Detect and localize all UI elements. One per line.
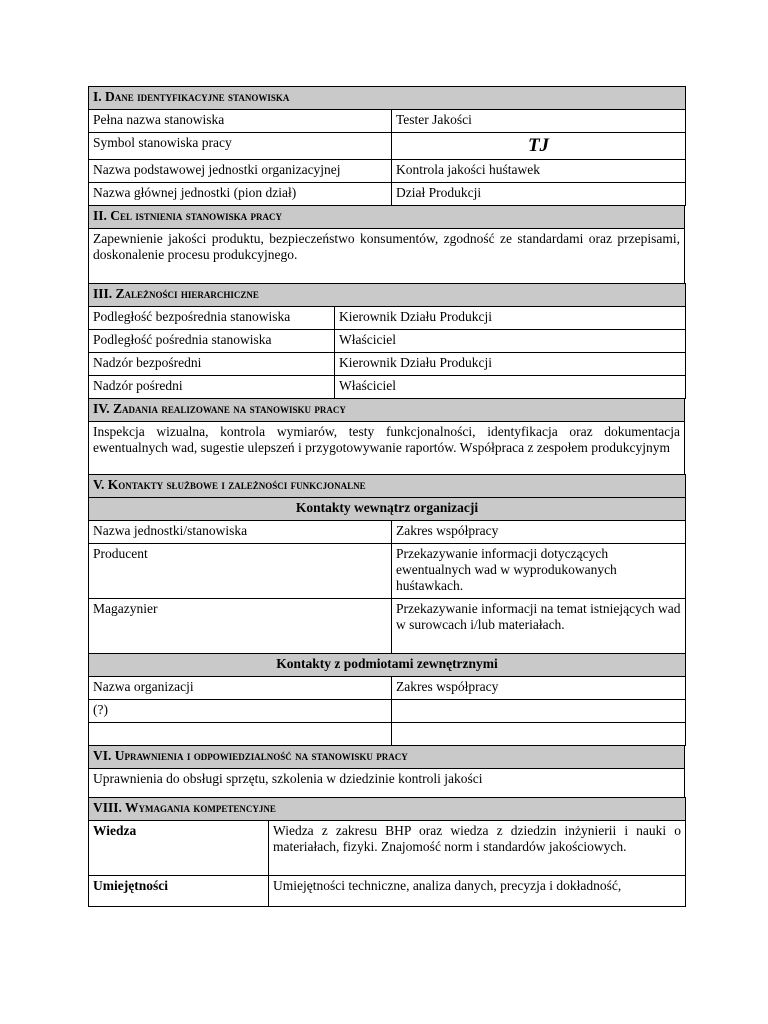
section-1-table — [88, 86, 686, 206]
job-description-sheet — [88, 86, 685, 907]
value-full-name: Tester Jakości — [392, 110, 686, 133]
label-direct-supervision: Nadzór bezpośredni — [89, 353, 335, 376]
section-3-table — [88, 283, 686, 399]
section-1-title: I. Dane identyfikacyjne stanowiska — [89, 87, 686, 110]
value-basic-unit: Kontrola jakości huśtawek — [392, 160, 686, 183]
internal-row-2-scope: Przekazywanie informacji na temat istniejących wad w surowcach i/lub materiałach. — [392, 599, 686, 654]
external-row-1-name: (?) — [89, 700, 392, 723]
label-full-name: Pełna nazwa stanowiska — [89, 110, 392, 133]
value-direct-subordination: Kierownik Działu Produkcji — [335, 307, 686, 330]
value-indirect-supervision: Właściciel — [335, 376, 686, 399]
section-2-title: II. Cel istnienia stanowiska pracy — [89, 206, 685, 229]
label-skills: Umiejętności — [89, 876, 269, 907]
section-2-table — [88, 205, 685, 284]
value-main-unit: Dział Produkcji — [392, 183, 686, 206]
external-row-2-name — [89, 723, 392, 746]
section-6-text: Uprawnienia do obsługi sprzętu, szkolenia w dziedzinie kontroli jakości — [89, 769, 685, 798]
label-knowledge: Wiedza — [89, 821, 269, 876]
label-indirect-subordination: Podległość pośrednia stanowiska — [89, 330, 335, 353]
external-col-org: Nazwa organizacji — [89, 677, 392, 700]
value-knowledge: Wiedza z zakresu BHP oraz wiedza z dziedzin inżynierii i nauki o materiałach, fizyki. Znajomość norm i standardów jakościowych. — [269, 821, 686, 876]
section-3-title: III. Zależności hierarchiczne — [89, 284, 686, 307]
external-contacts-title: Kontakty z podmiotami zewnętrznymi — [89, 654, 686, 677]
internal-row-1-name: Producent — [89, 544, 392, 599]
internal-row-1-scope: Przekazywanie informacji dotyczących ewentualnych wad w wyprodukowanych huśtawkach. — [392, 544, 686, 599]
label-indirect-supervision: Nadzór pośredni — [89, 376, 335, 399]
section-6-table — [88, 745, 685, 798]
value-direct-supervision: Kierownik Działu Produkcji — [335, 353, 686, 376]
label-direct-subordination: Podległość bezpośrednia stanowiska — [89, 307, 335, 330]
value-symbol: TJ — [392, 133, 686, 160]
value-indirect-subordination: Właściciel — [335, 330, 686, 353]
internal-col-unit: Nazwa jednostki/stanowiska — [89, 521, 392, 544]
internal-row-2-name: Magazynier — [89, 599, 392, 654]
section-5-title: V. Kontakty służbowe i zależności funkcjonalne — [89, 475, 686, 498]
external-row-2-scope — [392, 723, 686, 746]
section-5-table — [88, 474, 686, 746]
value-skills: Umiejętności techniczne, analiza danych, precyzja i dokładność, — [269, 876, 686, 907]
section-8-table — [88, 797, 686, 907]
label-main-unit: Nazwa głównej jednostki (pion dział) — [89, 183, 392, 206]
section-2-text: Zapewnienie jakości produktu, bezpieczeństwo konsumentów, zgodność ze standardami oraz przepisami, doskonalenie procesu produkcyjnego. — [89, 229, 685, 284]
section-4-title: IV. Zadania realizowane na stanowisku pracy — [89, 399, 685, 422]
label-symbol: Symbol stanowiska pracy — [89, 133, 392, 160]
external-col-scope: Zakres współpracy — [392, 677, 686, 700]
label-basic-unit: Nazwa podstawowej jednostki organizacyjnej — [89, 160, 392, 183]
external-row-1-scope — [392, 700, 686, 723]
section-4-text: Inspekcja wizualna, kontrola wymiarów, testy funkcjonalności, identyfikacja oraz dokumentacja ewentualnych wad, sugestie ulepszeń i przygotowywanie raportów. Współpraca z zespołem produkcyjnym — [89, 422, 685, 475]
internal-col-scope: Zakres współpracy — [392, 521, 686, 544]
section-8-title: VIII. Wymagania kompetencyjne — [89, 798, 686, 821]
section-6-title: VI. Uprawnienia i odpowiedzialność na stanowisku pracy — [89, 746, 685, 769]
section-4-table — [88, 398, 685, 475]
internal-contacts-title: Kontakty wewnątrz organizacji — [89, 498, 686, 521]
